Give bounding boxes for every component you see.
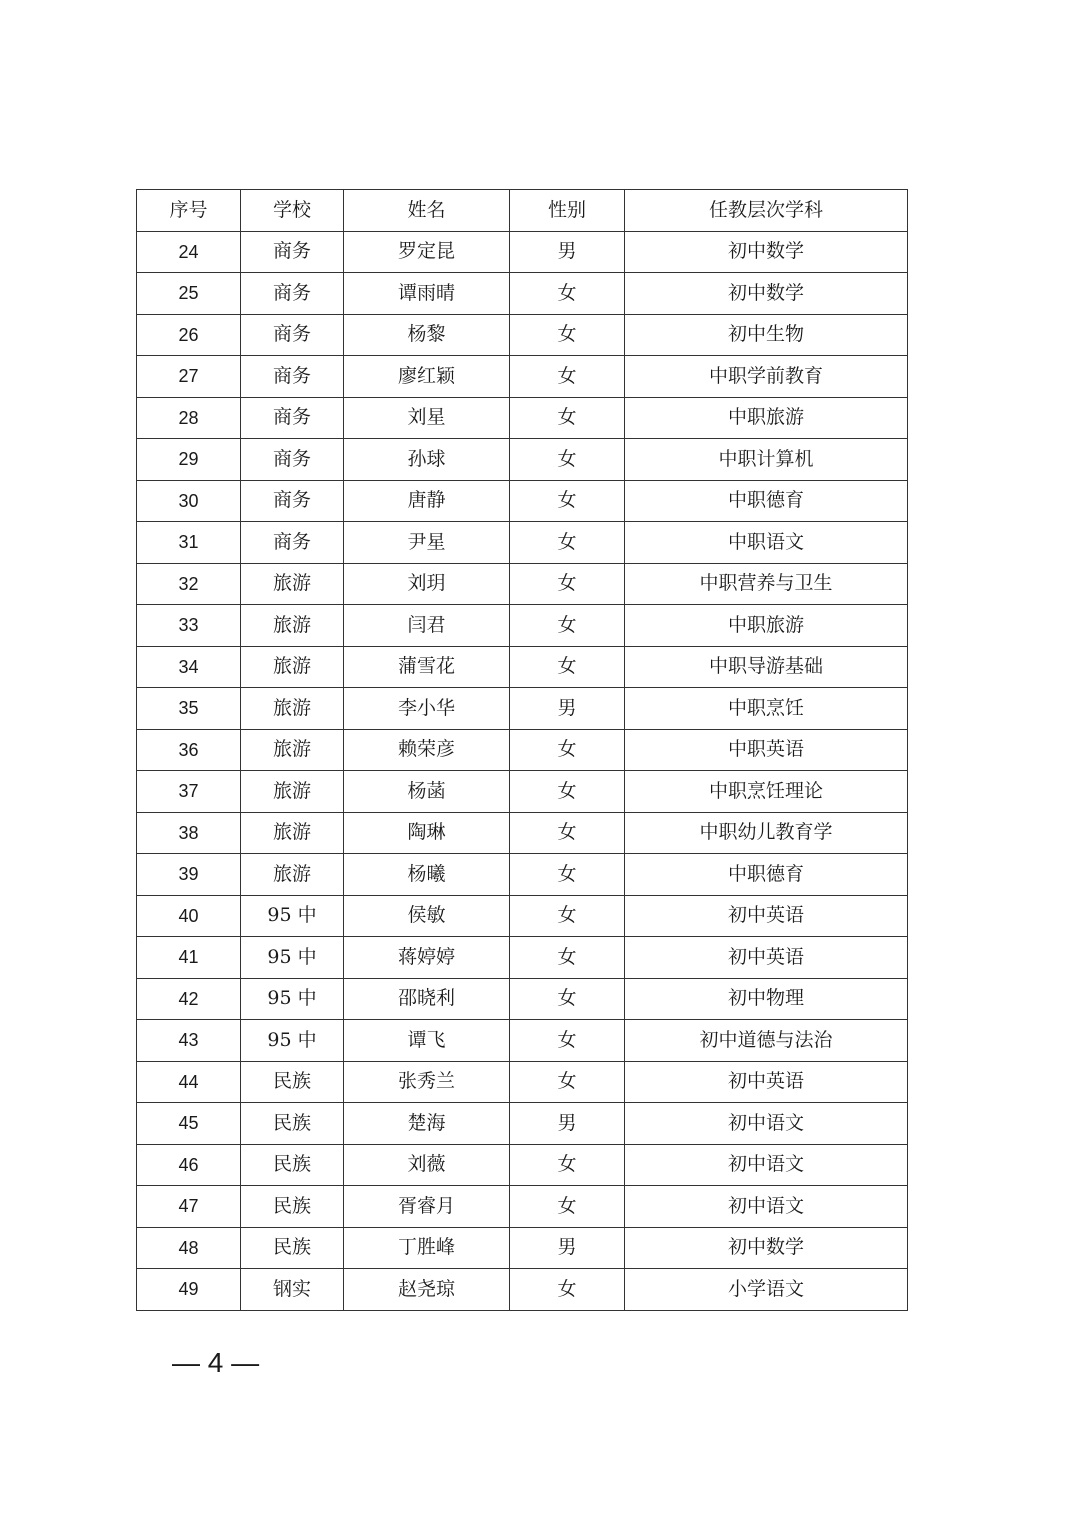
- cell-name: 邵晓利: [344, 978, 510, 1020]
- table-row: [137, 771, 908, 813]
- cell-index: 41: [137, 937, 241, 979]
- cell-subject: 初中生物: [625, 314, 908, 356]
- cell-index: 44: [137, 1061, 241, 1103]
- cell-name: 谭飞: [344, 1020, 510, 1062]
- cell-name: 杨曦: [344, 854, 510, 896]
- cell-gender: 女: [510, 397, 625, 439]
- cell-index: 45: [137, 1103, 241, 1145]
- table-row: [137, 729, 908, 771]
- cell-school: 商务: [241, 273, 344, 315]
- cell-gender: 男: [510, 1227, 625, 1269]
- cell-index: 42: [137, 978, 241, 1020]
- cell-index: 32: [137, 563, 241, 605]
- cell-school: 民族: [241, 1103, 344, 1145]
- cell-gender: 女: [510, 439, 625, 481]
- cell-gender: 女: [510, 563, 625, 605]
- cell-name: 赖荣彦: [344, 729, 510, 771]
- table-row: [137, 439, 908, 481]
- header-subject: 任教层次学科: [625, 190, 908, 232]
- cell-index: 33: [137, 605, 241, 647]
- table-row: [137, 1144, 908, 1186]
- table-row: [137, 688, 908, 730]
- cell-name: 唐静: [344, 480, 510, 522]
- cell-index: 30: [137, 480, 241, 522]
- cell-school: 旅游: [241, 812, 344, 854]
- cell-gender: 女: [510, 522, 625, 564]
- cell-school: 旅游: [241, 688, 344, 730]
- teacher-roster-table: [136, 189, 908, 1311]
- cell-index: 24: [137, 231, 241, 273]
- cell-name: 刘星: [344, 397, 510, 439]
- cell-name: 谭雨晴: [344, 273, 510, 315]
- cell-name: 楚海: [344, 1103, 510, 1145]
- cell-name: 尹星: [344, 522, 510, 564]
- cell-gender: 女: [510, 1269, 625, 1311]
- page-number: — 4 —: [172, 1347, 260, 1378]
- cell-subject: 中职计算机: [625, 439, 908, 481]
- cell-school: 商务: [241, 522, 344, 564]
- cell-subject: 中职语文: [625, 522, 908, 564]
- cell-name: 蒋婷婷: [344, 937, 510, 979]
- cell-subject: 初中英语: [625, 1061, 908, 1103]
- cell-school: 钢实: [241, 1269, 344, 1311]
- cell-name: 蒲雪花: [344, 646, 510, 688]
- cell-gender: 女: [510, 1061, 625, 1103]
- cell-index: 39: [137, 854, 241, 896]
- cell-school: 95 中: [241, 978, 344, 1020]
- cell-gender: 女: [510, 895, 625, 937]
- cell-school: 民族: [241, 1186, 344, 1228]
- cell-name: 罗定昆: [344, 231, 510, 273]
- cell-index: 37: [137, 771, 241, 813]
- cell-subject: 初中英语: [625, 937, 908, 979]
- cell-index: 35: [137, 688, 241, 730]
- header-name: 姓名: [344, 190, 510, 232]
- cell-subject: 小学语文: [625, 1269, 908, 1311]
- cell-gender: 女: [510, 1144, 625, 1186]
- cell-gender: 女: [510, 937, 625, 979]
- cell-name: 刘薇: [344, 1144, 510, 1186]
- cell-school: 旅游: [241, 854, 344, 896]
- cell-subject: 初中数学: [625, 231, 908, 273]
- cell-gender: 女: [510, 812, 625, 854]
- cell-name: 胥睿月: [344, 1186, 510, 1228]
- cell-gender: 男: [510, 1103, 625, 1145]
- cell-name: 陶琳: [344, 812, 510, 854]
- table-header-row: [137, 190, 908, 232]
- cell-name: 赵尧琼: [344, 1269, 510, 1311]
- cell-name: 刘玥: [344, 563, 510, 605]
- cell-name: 张秀兰: [344, 1061, 510, 1103]
- cell-name: 孙球: [344, 439, 510, 481]
- cell-school: 旅游: [241, 646, 344, 688]
- table-row: [137, 480, 908, 522]
- cell-name: 闫君: [344, 605, 510, 647]
- cell-subject: 初中道德与法治: [625, 1020, 908, 1062]
- cell-index: 27: [137, 356, 241, 398]
- cell-name: 杨菡: [344, 771, 510, 813]
- cell-subject: 中职烹饪: [625, 688, 908, 730]
- cell-school: 商务: [241, 356, 344, 398]
- cell-gender: 女: [510, 1186, 625, 1228]
- cell-school: 旅游: [241, 771, 344, 813]
- table-row: [137, 314, 908, 356]
- cell-subject: 中职烹饪理论: [625, 771, 908, 813]
- cell-gender: 女: [510, 1020, 625, 1062]
- cell-name: 廖红颖: [344, 356, 510, 398]
- cell-subject: 初中语文: [625, 1103, 908, 1145]
- table-row: [137, 356, 908, 398]
- table-row: [137, 1103, 908, 1145]
- cell-gender: 女: [510, 356, 625, 398]
- table-row: [137, 1227, 908, 1269]
- cell-school: 旅游: [241, 605, 344, 647]
- table-row: [137, 605, 908, 647]
- table-row: [137, 522, 908, 564]
- cell-index: 46: [137, 1144, 241, 1186]
- cell-index: 38: [137, 812, 241, 854]
- table-row: [137, 563, 908, 605]
- cell-index: 28: [137, 397, 241, 439]
- cell-index: 29: [137, 439, 241, 481]
- cell-index: 47: [137, 1186, 241, 1228]
- cell-name: 杨黎: [344, 314, 510, 356]
- table-row: [137, 812, 908, 854]
- table-row: [137, 978, 908, 1020]
- cell-index: 48: [137, 1227, 241, 1269]
- table-row: [137, 1269, 908, 1311]
- table-row: [137, 1186, 908, 1228]
- cell-gender: 女: [510, 854, 625, 896]
- cell-subject: 中职营养与卫生: [625, 563, 908, 605]
- cell-school: 95 中: [241, 1020, 344, 1062]
- cell-gender: 女: [510, 480, 625, 522]
- cell-index: 49: [137, 1269, 241, 1311]
- cell-gender: 女: [510, 273, 625, 315]
- cell-school: 商务: [241, 480, 344, 522]
- cell-school: 民族: [241, 1061, 344, 1103]
- cell-index: 40: [137, 895, 241, 937]
- cell-school: 商务: [241, 397, 344, 439]
- header-school: 学校: [241, 190, 344, 232]
- cell-school: 商务: [241, 231, 344, 273]
- cell-gender: 女: [510, 771, 625, 813]
- cell-subject: 中职旅游: [625, 397, 908, 439]
- cell-name: 李小华: [344, 688, 510, 730]
- cell-gender: 女: [510, 605, 625, 647]
- cell-subject: 中职德育: [625, 480, 908, 522]
- table-row: [137, 231, 908, 273]
- cell-index: 43: [137, 1020, 241, 1062]
- cell-school: 民族: [241, 1144, 344, 1186]
- cell-index: 25: [137, 273, 241, 315]
- cell-subject: 中职导游基础: [625, 646, 908, 688]
- cell-gender: 男: [510, 688, 625, 730]
- table-row: [137, 937, 908, 979]
- cell-subject: 初中数学: [625, 273, 908, 315]
- cell-school: 商务: [241, 314, 344, 356]
- cell-school: 旅游: [241, 563, 344, 605]
- cell-subject: 中职幼儿教育学: [625, 812, 908, 854]
- cell-name: 丁胜峰: [344, 1227, 510, 1269]
- table-row: [137, 646, 908, 688]
- cell-subject: 中职德育: [625, 854, 908, 896]
- cell-school: 95 中: [241, 895, 344, 937]
- table-row: [137, 1020, 908, 1062]
- cell-school: 商务: [241, 439, 344, 481]
- header-gender: 性别: [510, 190, 625, 232]
- cell-subject: 中职学前教育: [625, 356, 908, 398]
- cell-subject: 初中物理: [625, 978, 908, 1020]
- table-row: [137, 895, 908, 937]
- cell-index: 36: [137, 729, 241, 771]
- cell-subject: 中职英语: [625, 729, 908, 771]
- table-row: [137, 854, 908, 896]
- cell-index: 31: [137, 522, 241, 564]
- cell-gender: 女: [510, 646, 625, 688]
- cell-name: 侯敏: [344, 895, 510, 937]
- table-row: [137, 397, 908, 439]
- cell-subject: 初中语文: [625, 1144, 908, 1186]
- header-index: 序号: [137, 190, 241, 232]
- cell-subject: 初中数学: [625, 1227, 908, 1269]
- cell-gender: 男: [510, 231, 625, 273]
- table-body: [137, 231, 908, 1310]
- cell-subject: 初中英语: [625, 895, 908, 937]
- cell-school: 民族: [241, 1227, 344, 1269]
- cell-gender: 女: [510, 978, 625, 1020]
- cell-subject: 初中语文: [625, 1186, 908, 1228]
- cell-school: 95 中: [241, 937, 344, 979]
- table-row: [137, 1061, 908, 1103]
- table-row: [137, 273, 908, 315]
- cell-index: 26: [137, 314, 241, 356]
- cell-gender: 女: [510, 314, 625, 356]
- cell-gender: 女: [510, 729, 625, 771]
- cell-subject: 中职旅游: [625, 605, 908, 647]
- cell-index: 34: [137, 646, 241, 688]
- cell-school: 旅游: [241, 729, 344, 771]
